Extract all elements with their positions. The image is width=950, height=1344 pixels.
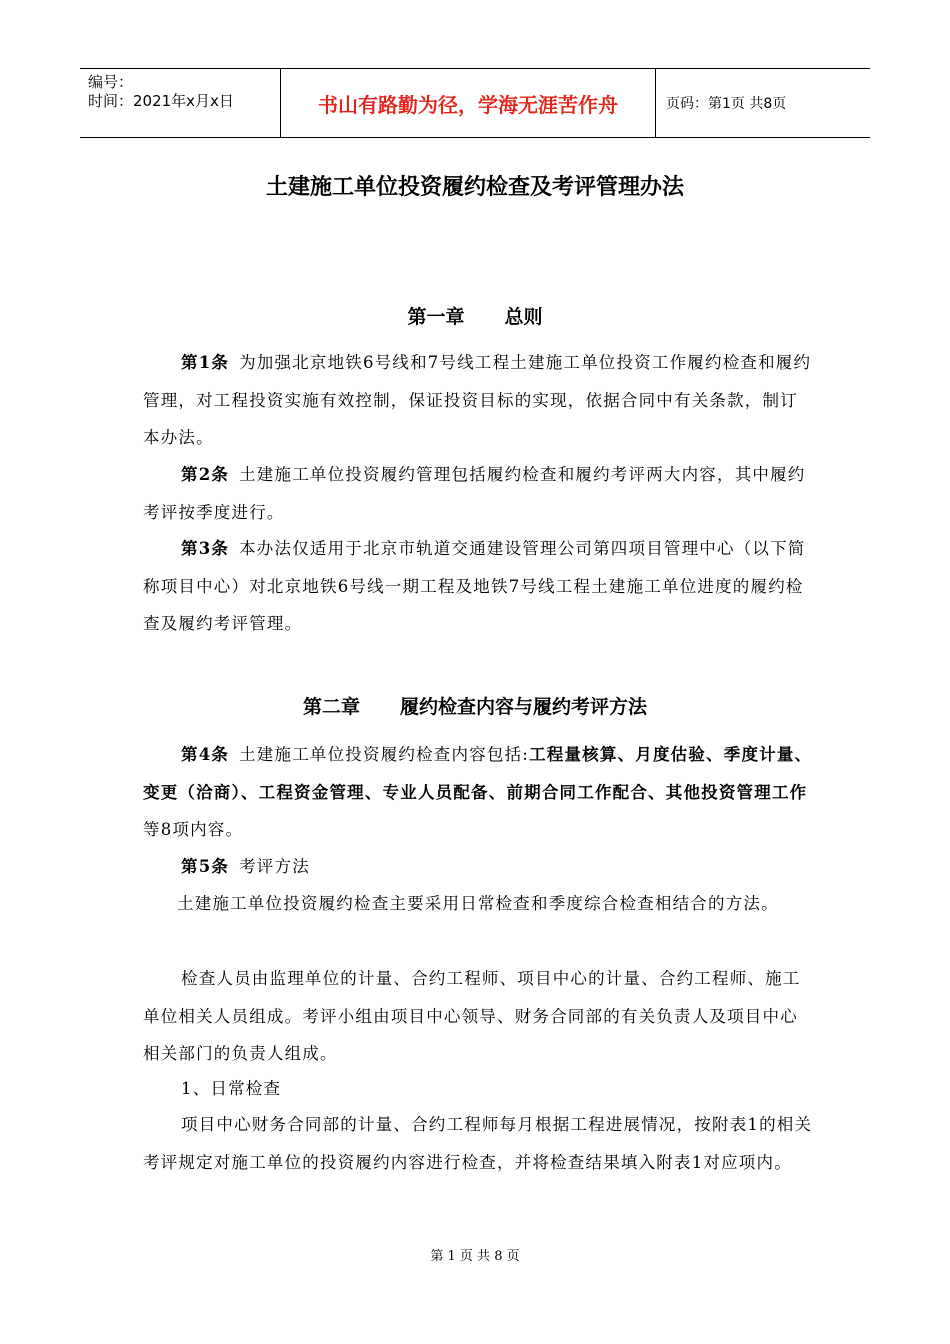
chapter-1-name: 总则 <box>504 306 543 328</box>
article-3-text: 本办法仅适用于北京市轨道交通建设管理公司第四项目管理中心（以下简称项目中心）对北京地铁6号线一期工程及地铁7号线工程土建施工单位进度的履约检查及履约考评管理。 <box>143 539 806 633</box>
chapter-2-heading <box>0 692 950 719</box>
header-motto: 书山有路勤为径，学海无涯苦作舟 <box>318 92 618 117</box>
article-1-text: 为加强北京地铁6号线和7号线工程土建施工单位投资工作履约检查和履约管理，对工程投资实施有效控制，保证投资目标的实现，依据合同中有关条款，制订本办法。 <box>143 353 812 447</box>
header-meta-cell <box>80 69 280 137</box>
chapter-1-heading <box>0 302 950 329</box>
page-header-table <box>80 68 870 138</box>
article-1 <box>143 344 813 457</box>
article-5-label: 第5条 <box>181 857 230 876</box>
article-3 <box>143 530 813 643</box>
document-number-label: 编号： <box>88 73 134 91</box>
document-date-label: 时间：2021年x月x日 <box>88 92 234 110</box>
chapter-2-name: 履约检查内容与履约考评方法 <box>400 696 648 718</box>
article-2-label: 第2条 <box>181 465 230 484</box>
article-3-label: 第3条 <box>181 539 230 558</box>
header-motto-cell <box>280 69 656 137</box>
article-4-label: 第4条 <box>181 745 230 764</box>
paragraph-method: 土建施工单位投资履约检查主要采用日常检查和季度综合检查相结合的方法。 <box>177 894 779 913</box>
paragraph-daily-heading: 1、日常检查 <box>181 1079 282 1098</box>
article-5-text: 考评方法 <box>239 857 310 876</box>
article-1-label: 第1条 <box>181 353 230 372</box>
document-title: 土建施工单位投资履约检查及考评管理办法 <box>265 175 684 200</box>
page-footer: 第 1 页 共 8 页 <box>430 1249 520 1264</box>
article-2-text: 土建施工单位投资履约管理包括履约检查和履约考评两大内容，其中履约考评按季度进行。 <box>143 465 806 522</box>
article-4-intro: 土建施工单位投资履约检查内容包括: <box>239 745 530 764</box>
article-4-tail: 等8项内容。 <box>143 820 244 839</box>
header-page-cell <box>656 69 870 137</box>
article-4-items: 工程量核算、月度估验、季度计量、变更（洽商）、工程资金管理、专业人员配备、前期合同工作配合、其他投资管理工作 <box>143 745 813 802</box>
chapter-1-number: 第一章 <box>407 306 465 328</box>
article-2 <box>143 456 813 531</box>
chapter-2-number: 第二章 <box>302 696 360 718</box>
header-page-info: 页码：第1页 共8页 <box>666 96 787 112</box>
paragraph-daily: 项目中心财务合同部的计量、合约工程师每月根据工程进展情况，按附表1的相关考评规定对施工单位的投资履约内容进行检查，并将检查结果填入附表1对应项内。 <box>143 1115 813 1172</box>
article-5 <box>143 848 813 886</box>
article-4 <box>143 736 813 849</box>
paragraph-staff: 检查人员由监理单位的计量、合约工程师、项目中心的计量、合约工程师、施工单位相关人员组成。考评小组由项目中心领导、财务合同部的有关负责人及项目中心相关部门的负责人组成。 <box>143 969 801 1063</box>
